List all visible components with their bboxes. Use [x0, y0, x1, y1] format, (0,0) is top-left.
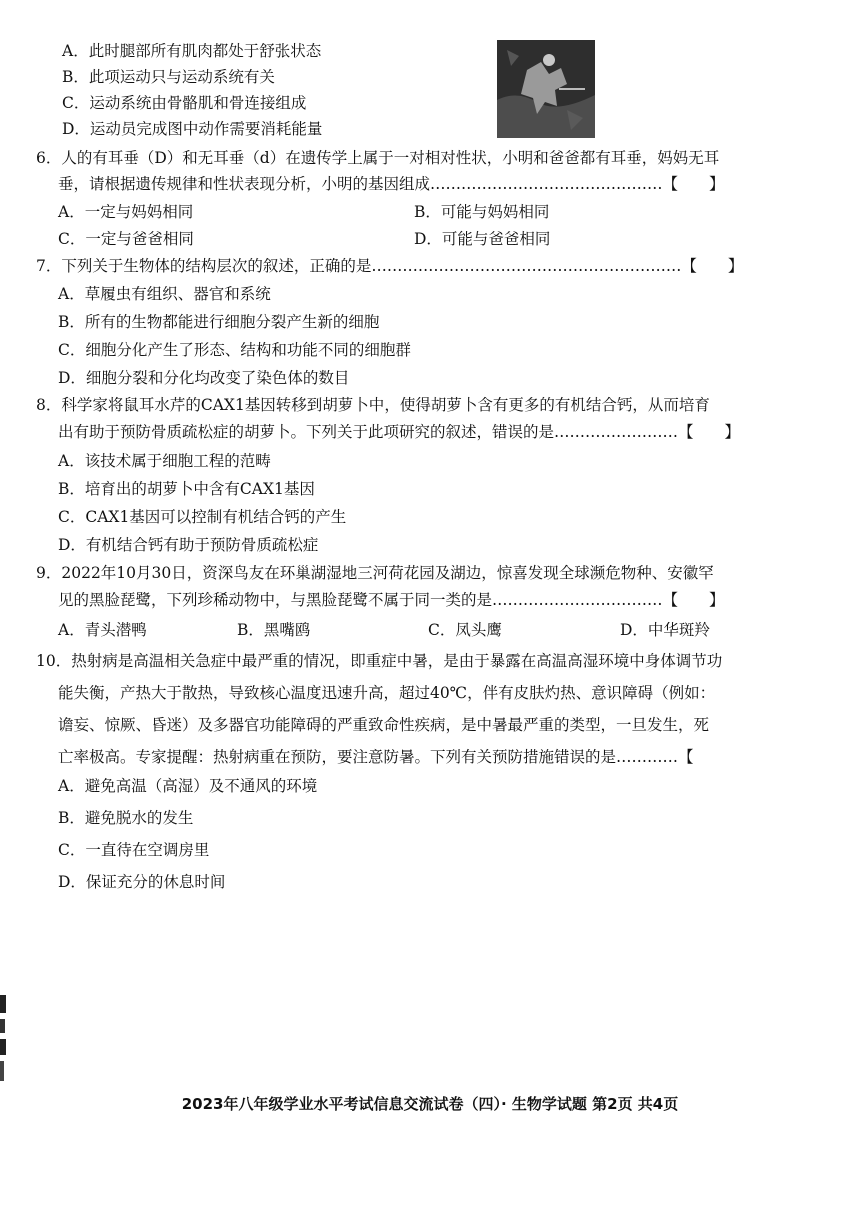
binding-edge-mark: [0, 995, 8, 1085]
q6-option-b: B．可能与妈妈相同: [414, 203, 550, 221]
q6-option-d: D．可能与爸爸相同: [414, 230, 551, 248]
q10-stem-line4: 亡率极高。专家提醒：热射病重在预防，要注意防暑。下列有关预防措施错误的是…………【: [58, 748, 694, 766]
q6-option-a: A．一定与妈妈相同: [58, 203, 194, 221]
q7-option-d: D．细胞分裂和分化均改变了染色体的数目: [58, 369, 350, 387]
q9-option-c: C．凤头鹰: [428, 621, 502, 639]
q7-option-c: C．细胞分化产生了形态、结构和功能不同的细胞群: [58, 341, 411, 359]
q10-option-a: A．避免高温（高湿）及不通风的环境: [58, 777, 318, 795]
q8-option-b: B．培育出的胡萝卜中含有CAX1基因: [58, 480, 315, 498]
q8-stem-line2: 出有助于预防骨质疏松症的胡萝卜。下列关于此项研究的叙述，错误的是……………………【 】: [58, 423, 741, 441]
page-footer: 2023年八年级学业水平考试信息交流试卷（四）· 生物学试题 第2页 共4页: [181, 1095, 679, 1113]
q10-option-d: D．保证充分的休息时间: [58, 873, 226, 891]
q7-stem: 7．下列关于生物体的结构层次的叙述，正确的是……………………………………………………【 】: [36, 257, 744, 275]
q8-option-c: C．CAX1基因可以控制有机结合钙的产生: [58, 508, 347, 526]
q5-option-d: D．运动员完成图中动作需要消耗能量: [62, 120, 323, 138]
q10-stem-line2: 能失衡，产热大于散热，导致核心温度迅速升高，超过40℃，伴有皮肤灼热、意识障碍（例如：: [58, 684, 716, 702]
q6-stem-line2: 垂，请根据遗传规律和性状表现分析，小明的基因组成………………………………………【 】: [58, 175, 725, 193]
q5-option-c: C．运动系统由骨骼肌和骨连接组成: [62, 94, 307, 112]
q10-stem-line3: 谵妄、惊厥、昏迷）及多器官功能障碍的严重致命性疾病，是中暑最严重的类型，一旦发生，死: [58, 716, 710, 734]
q5-option-a: A．此时腿部所有肌肉都处于舒张状态: [62, 42, 322, 60]
q6-option-c: C．一定与爸爸相同: [58, 230, 194, 248]
q9-option-d: D．中华斑羚: [620, 621, 710, 639]
q8-stem-line1: 8．科学家将鼠耳水芹的CAX1基因转移到胡萝卜中，使得胡萝卜含有更多的有机结合钙，从而培育: [36, 396, 710, 414]
q10-option-c: C．一直待在空调房里: [58, 841, 210, 859]
athlete-photo-icon: [497, 40, 595, 138]
q5-option-b: B．此项运动只与运动系统有关: [62, 68, 275, 86]
q9-stem-line1: 9．2022年10月30日，资深鸟友在环巢湖湿地三河荷花园及湖边，惊喜发现全球濒危物种、安徽罕: [36, 564, 714, 582]
q7-option-a: A．草履虫有组织、器官和系统: [58, 285, 271, 303]
q10-option-b: B．避免脱水的发生: [58, 809, 194, 827]
q7-option-b: B．所有的生物都能进行细胞分裂产生新的细胞: [58, 313, 380, 331]
q6-stem-line1: 6．人的有耳垂（D）和无耳垂（d）在遗传学上属于一对相对性状，小明和爸爸都有耳垂，妈妈无耳: [36, 149, 720, 167]
q8-option-a: A．该技术属于细胞工程的范畴: [58, 452, 271, 470]
q8-option-d: D．有机结合钙有助于预防骨质疏松症: [58, 536, 319, 554]
q10-stem-line1: 10．热射病是高温相关急症中最严重的情况，即重症中暑，是由于暴露在高温高湿环境中身体调节功: [36, 652, 723, 670]
q9-option-a: A．青头潜鸭: [58, 621, 147, 639]
q9-option-b: B．黑嘴鸥: [237, 621, 311, 639]
q9-stem-line2: 见的黑脸琵鹭，下列珍稀动物中，与黑脸琵鹭不属于同一类的是……………………………【 】: [58, 591, 725, 609]
